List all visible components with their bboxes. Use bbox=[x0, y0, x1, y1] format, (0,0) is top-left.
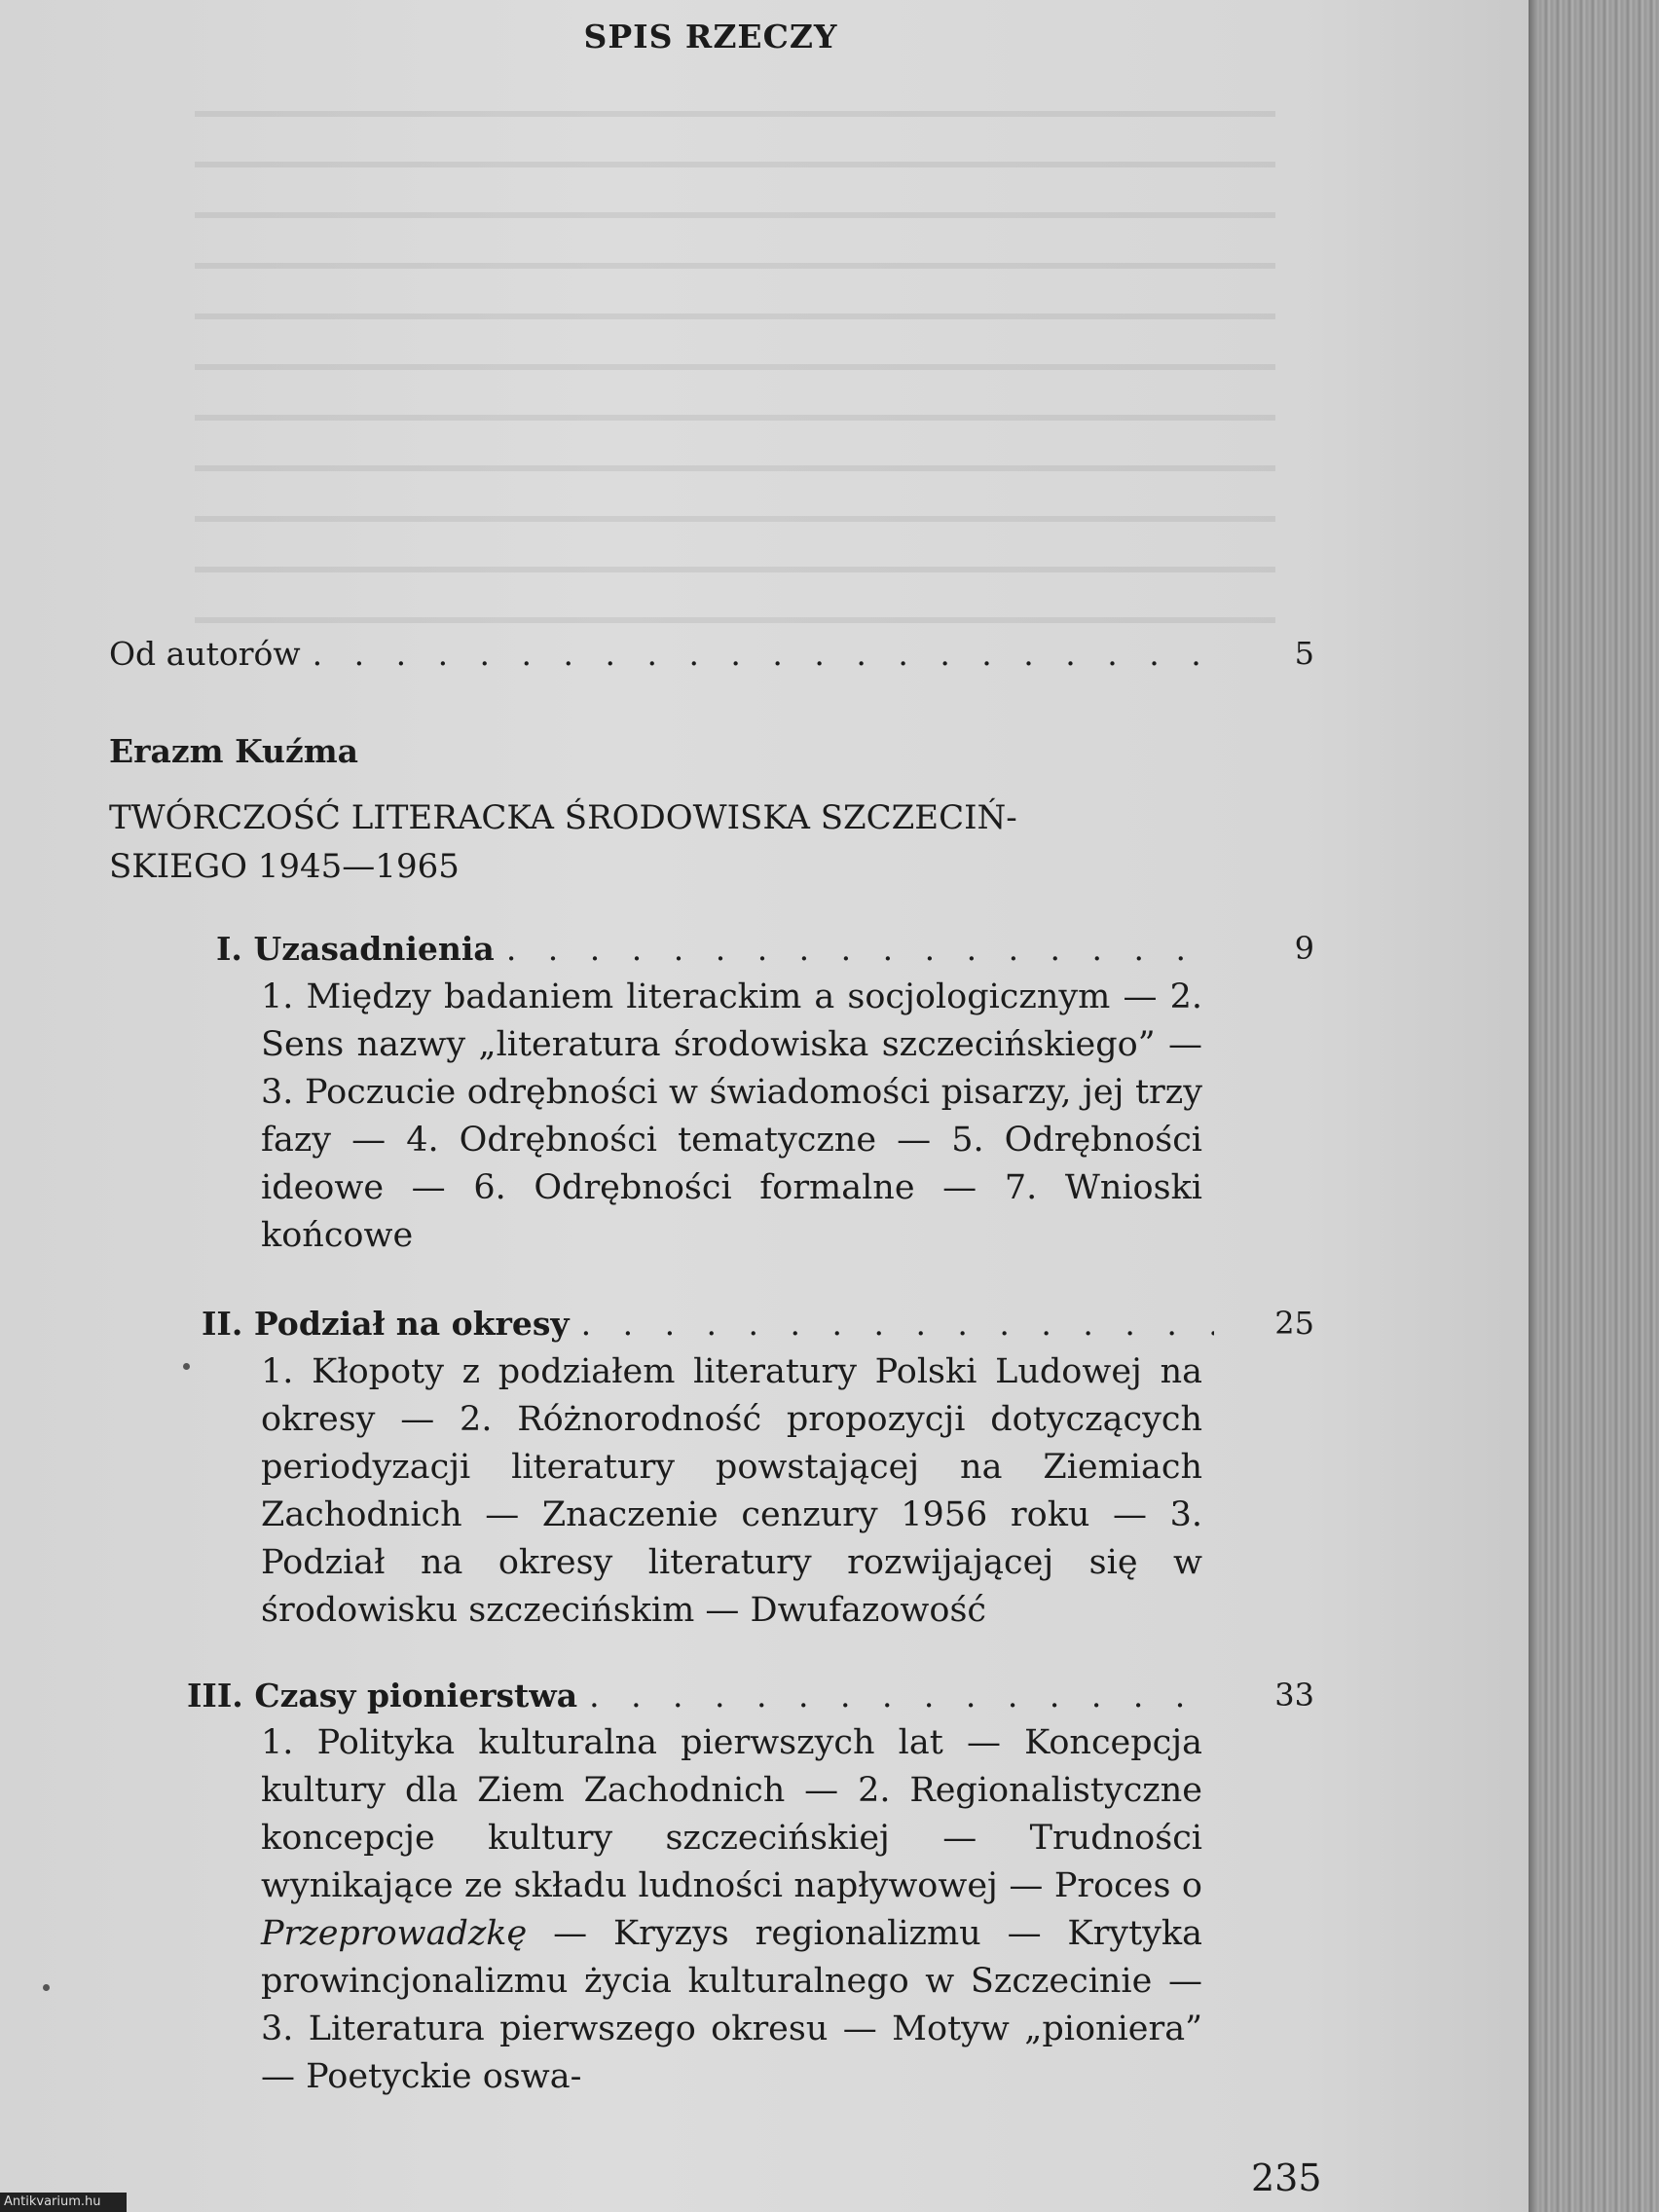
leader-dots bbox=[313, 635, 1214, 673]
chapter-entry bbox=[187, 1677, 1214, 1714]
chapter-heading bbox=[187, 1677, 577, 1714]
chapter-description bbox=[261, 1719, 1202, 2101]
watermark: Antikvarium.hu bbox=[0, 2193, 127, 2212]
chapter-page: 9 bbox=[1294, 930, 1314, 967]
toc-entry-label: Od autorów bbox=[109, 635, 301, 673]
chapter-description: 1. Kłopoty z podziałem literatury Polski Ludowej na okresy — 2. Różnorodność propozycji dotyczących periodyzacji literatury powstającej na Ziemiach Zachodnich — Znaczenie cenzury 1956 roku — 3. Podział na okresy literatury rozwijającej się w środowisku szczecińskim — Dwufazowość bbox=[261, 1352, 1202, 1630]
chapter-title: Podział na okresy bbox=[253, 1305, 570, 1343]
chapter-description: 1. Między badaniem literackim a socjologicznym — 2. Sens nazwy „literatura środowiska szczecińskiego” — 3. Poczucie odrębności w świadomości pisarzy, jej trzy fazy — 4. Odrębności tematyczne — 5. Odrębności ideowe — 6. Odrębności formalne — 7. Wnioski końcowe bbox=[261, 977, 1202, 1255]
leader-dots bbox=[581, 1305, 1214, 1343]
leader-dots bbox=[589, 1677, 1214, 1714]
chapter-page: 25 bbox=[1274, 1305, 1314, 1342]
chapter-heading bbox=[202, 1305, 570, 1343]
page-heading: SPIS RZECZY bbox=[583, 18, 838, 55]
chapter-number: I. bbox=[216, 930, 242, 968]
work-title-line: SKIEGO 1945—1965 bbox=[109, 847, 460, 886]
work-title bbox=[109, 793, 1199, 891]
page-number: 235 bbox=[1251, 2157, 1322, 2199]
show-through-text bbox=[195, 78, 1275, 623]
paper-speck bbox=[43, 1984, 50, 1991]
leader-dots bbox=[506, 930, 1214, 968]
chapter-entry bbox=[216, 930, 1214, 968]
toc-entry-foreword bbox=[109, 635, 1214, 673]
description-text: 1. Polityka kulturalna pierwszych lat — Koncepcja kultury dla Ziem Zachodnich — 2. Regionalistyczne koncepcje kultury szczecińskiej — Trudności wynikające ze składu ludności napływowej — Proces o bbox=[261, 1723, 1202, 1905]
chapter-number: III. bbox=[187, 1677, 243, 1714]
section-author: Erazm Kuźma bbox=[109, 732, 359, 770]
paper-speck bbox=[183, 1363, 190, 1370]
description-text: — Kryzys regionalizmu — Krytyka prowincjonalizmu życia kulturalnego w Szczecinie — 3. Literatura pierwszego okresu — Motyw „pioniera” — Poetyckie oswa- bbox=[261, 1914, 1202, 2096]
chapter-title: Czasy pionierstwa bbox=[254, 1677, 578, 1714]
work-title-line: TWÓRCZOŚĆ LITERACKA ŚRODOWISKA SZCZECIŃ- bbox=[109, 798, 1017, 837]
chapter-page: 33 bbox=[1274, 1677, 1314, 1714]
toc-entry-page: 5 bbox=[1294, 635, 1314, 672]
chapter-entry bbox=[202, 1305, 1214, 1343]
page-edge-stack bbox=[1529, 0, 1659, 2212]
chapter-number: II. bbox=[202, 1305, 243, 1343]
description-italic-title: Przeprowadzkę bbox=[261, 1914, 528, 1953]
chapter-heading bbox=[216, 930, 495, 968]
chapter-title: Uzasadnienia bbox=[253, 930, 495, 968]
